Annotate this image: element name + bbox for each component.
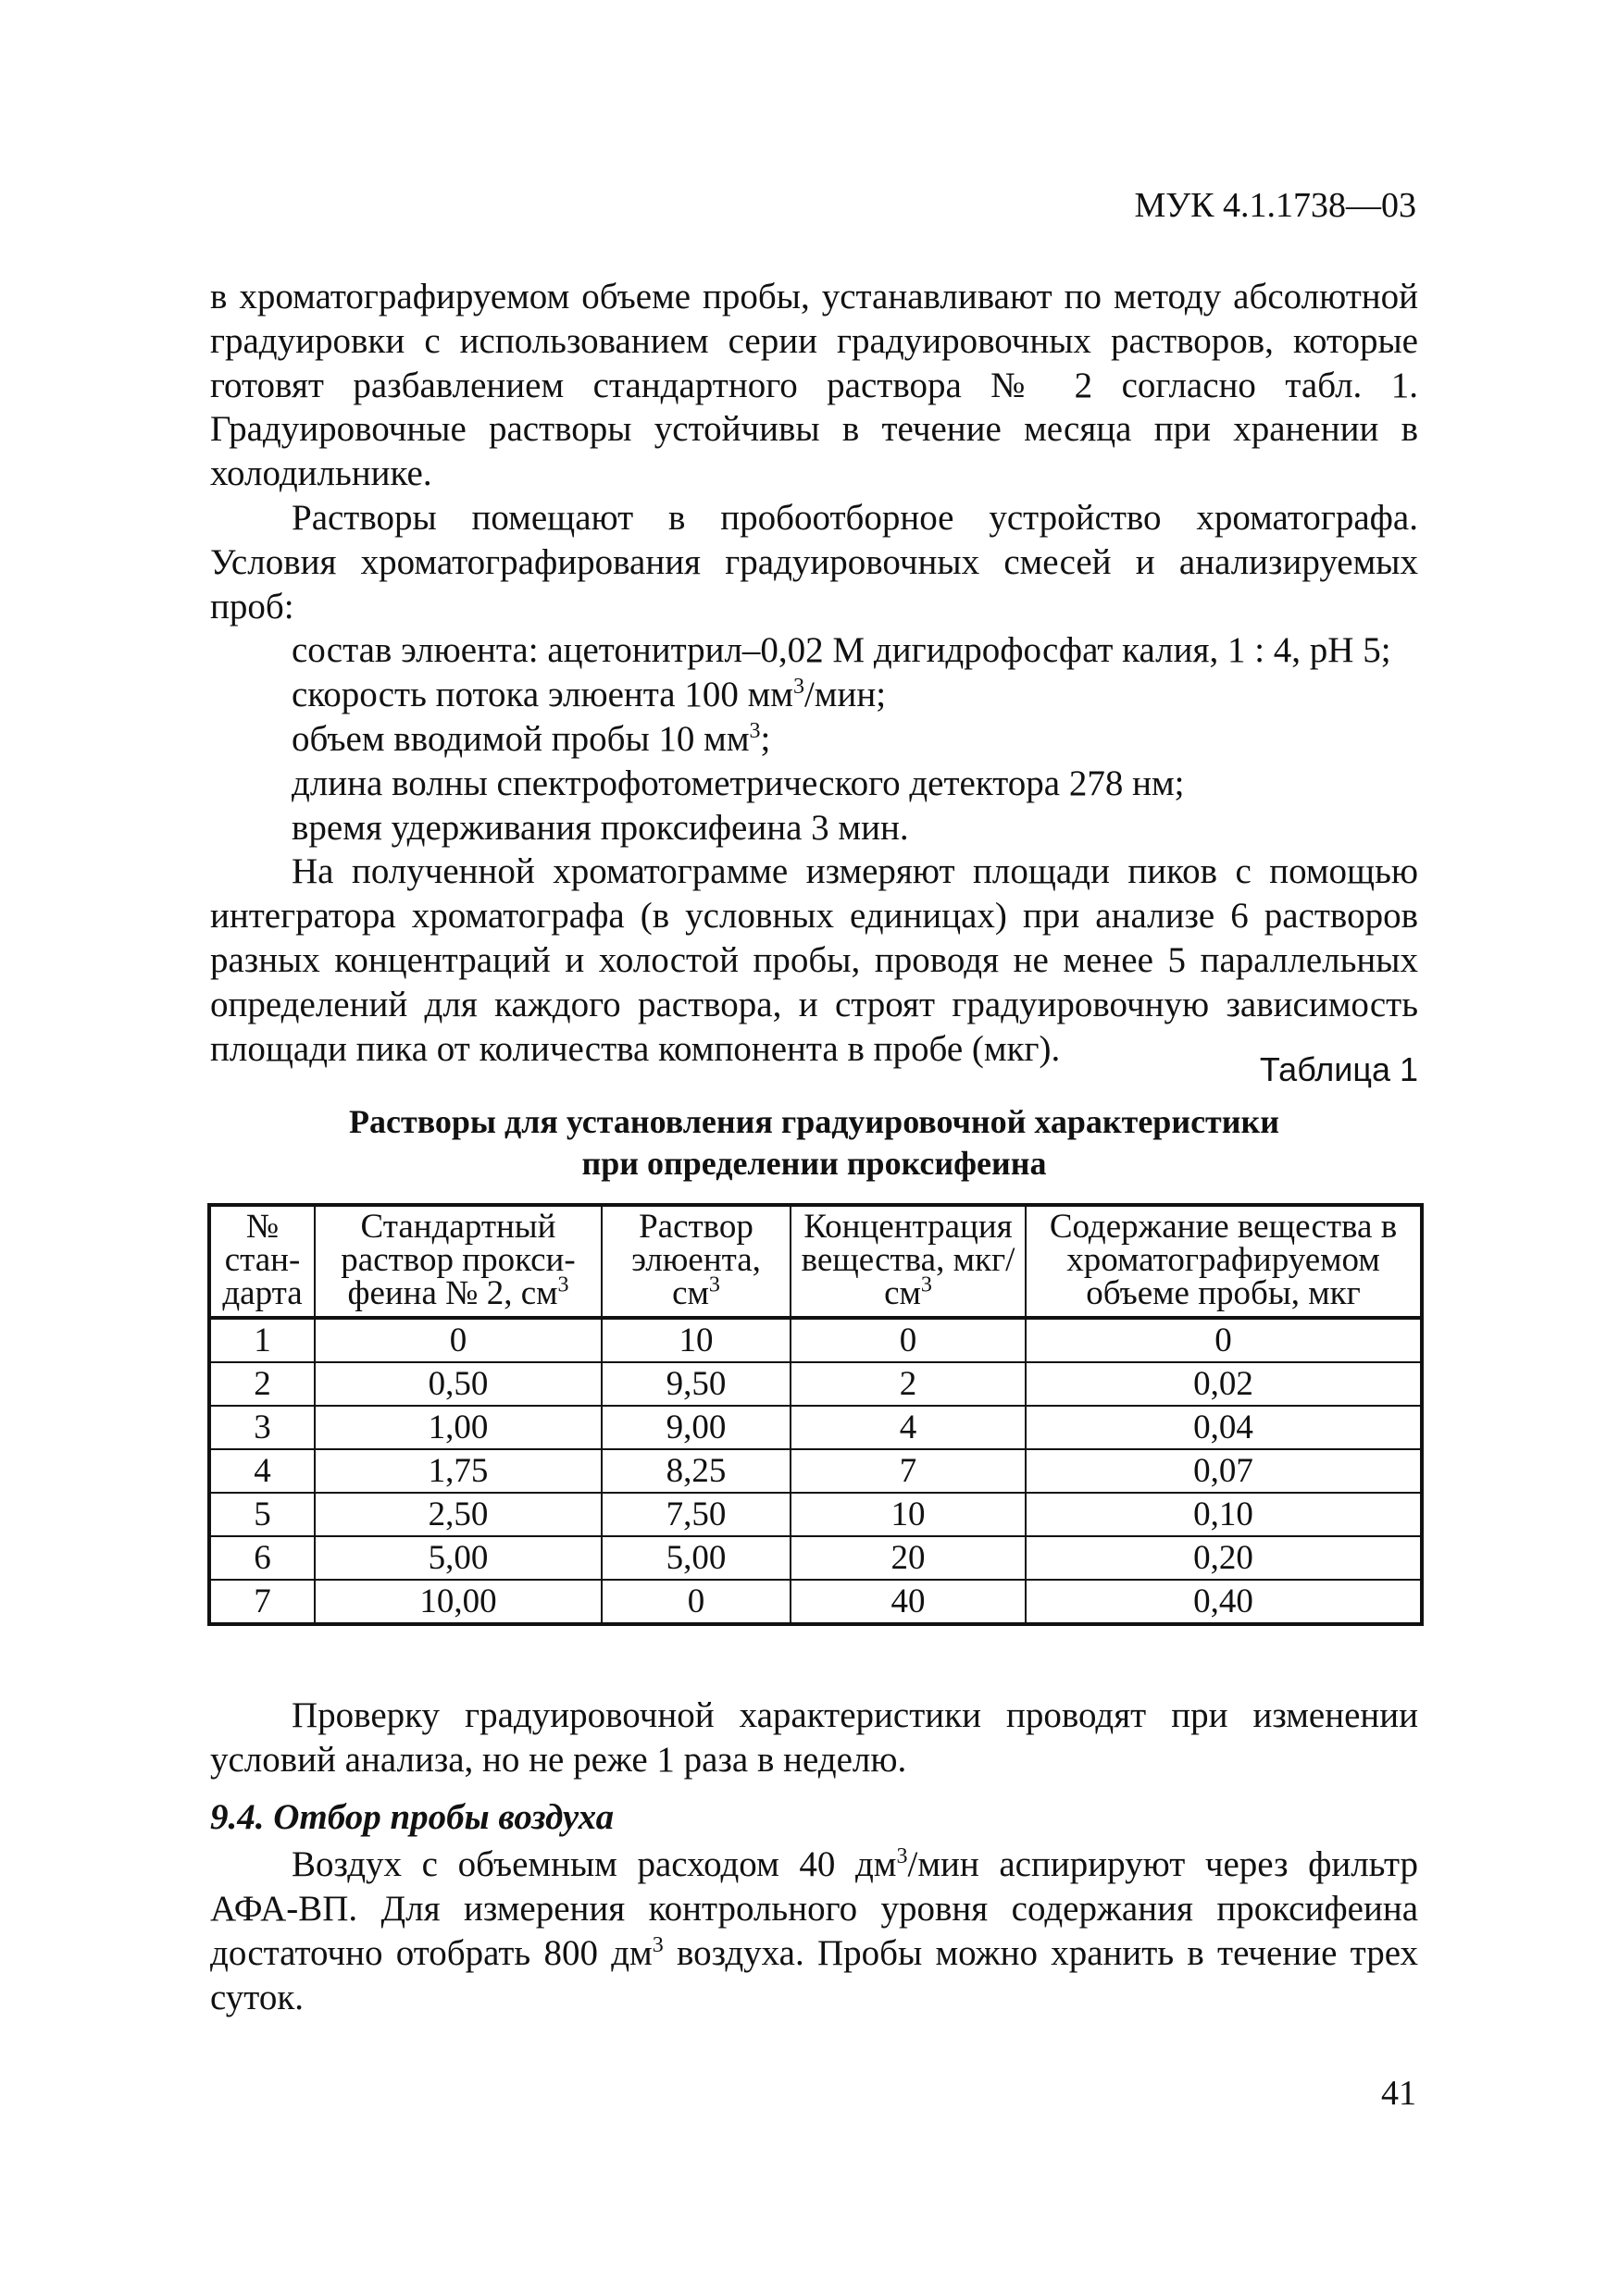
table-row: 5 2,50 7,50 10 0,10 — [209, 1493, 1422, 1536]
after-table-text — [210, 1694, 1418, 2020]
header-concentration: Концентрация вещества, мкг/$см^3$ — [791, 1205, 1026, 1318]
table-label: Таблица 1 — [1259, 1050, 1418, 1088]
header-standard-solution: Стандартный раствор прокси-феина № 2, $см^3$ — [315, 1205, 602, 1318]
page-number: 41 — [1381, 2074, 1416, 2113]
table-title: Растворы для установления градуировочной характеристики при определении проксифеина — [349, 1103, 1279, 1182]
table-row: 1 0 10 0 0 — [209, 1318, 1422, 1362]
header-content: Содержание вещества в хроматографируемом объеме пробы, мкг — [1026, 1205, 1422, 1318]
paragraph-2: Растворы помещают в пробоотборное устройство хроматографа. Условия хроматографирования градуировочных смесей и анализируемых проб: — [210, 497, 1418, 627]
calibration-table — [207, 1203, 1420, 1626]
document-code: МУК 4.1.1738—03 — [1134, 186, 1416, 225]
paragraph-4: Проверку градуировочной характеристики проводят при изменении условий анализа, но не реже 1 раза в неделю. — [210, 1695, 1418, 1780]
table-header-row — [209, 1205, 1422, 1318]
condition-eluent: состав элюента: ацетонитрил–0,02 М дигидрофосфат калия, 1 : 4, рН 5; — [292, 630, 1391, 671]
header-eluent: Раствор элюента, $см^3$ — [602, 1205, 791, 1318]
table-row: 2 0,50 9,50 2 0,02 — [209, 1362, 1422, 1406]
table-row: 4 1,75 8,25 7 0,07 — [209, 1449, 1422, 1493]
paragraph-5: Воздух с объемным расходом 40 $дм^3$/мин аспирируют через фильтр АФА-ВП. Для измерения контрольного уровня содержания проксифеина достаточно отобрать 800 $дм^3$ воздуха. Пробы можно хранить в течение трех суток. — [210, 1844, 1419, 2017]
condition-retention: время удерживания проксифеина 3 мин. — [292, 807, 909, 848]
condition-flow: скорость потока элюента 100 $мм^3$/мин; — [292, 675, 887, 715]
table-row: 3 1,00 9,00 4 0,04 — [209, 1406, 1422, 1449]
table-row: 7 10,00 0 40 0,40 — [209, 1580, 1422, 1624]
condition-volume: объем вводимой пробы 10 $мм^3$; — [292, 718, 771, 759]
body-text — [210, 275, 1418, 1071]
paragraph-3: На полученной хроматограмме измеряют площади пиков с помощью интегратора хроматографа (в условных единицах) при анализе 6 растворов разных концентраций и холостой пробы, проводя не менее 5 параллельных определений для каждого раствора, и строят градуировочную зависимость площади пика от количества компонента в пробе (мкг). — [210, 851, 1418, 1069]
section-title: 9.4. Отбор пробы воздуха — [210, 1796, 615, 1837]
paragraph-1: в хроматографируемом объеме пробы, устанавливают по методу абсолютной градуировки с использованием серии градуировочных растворов, которые готовят разбавлением стандартного раствора № 2 согласно табл. 1. Градуировочные растворы устойчивы в течение месяца при хранении в холодильнике. — [210, 277, 1418, 494]
header-standard-no: № стан-дарта — [209, 1205, 315, 1318]
condition-wavelength: длина волны спектрофотометрического детектора 278 нм; — [292, 763, 1185, 803]
table-row: 6 5,00 5,00 20 0,20 — [209, 1536, 1422, 1580]
